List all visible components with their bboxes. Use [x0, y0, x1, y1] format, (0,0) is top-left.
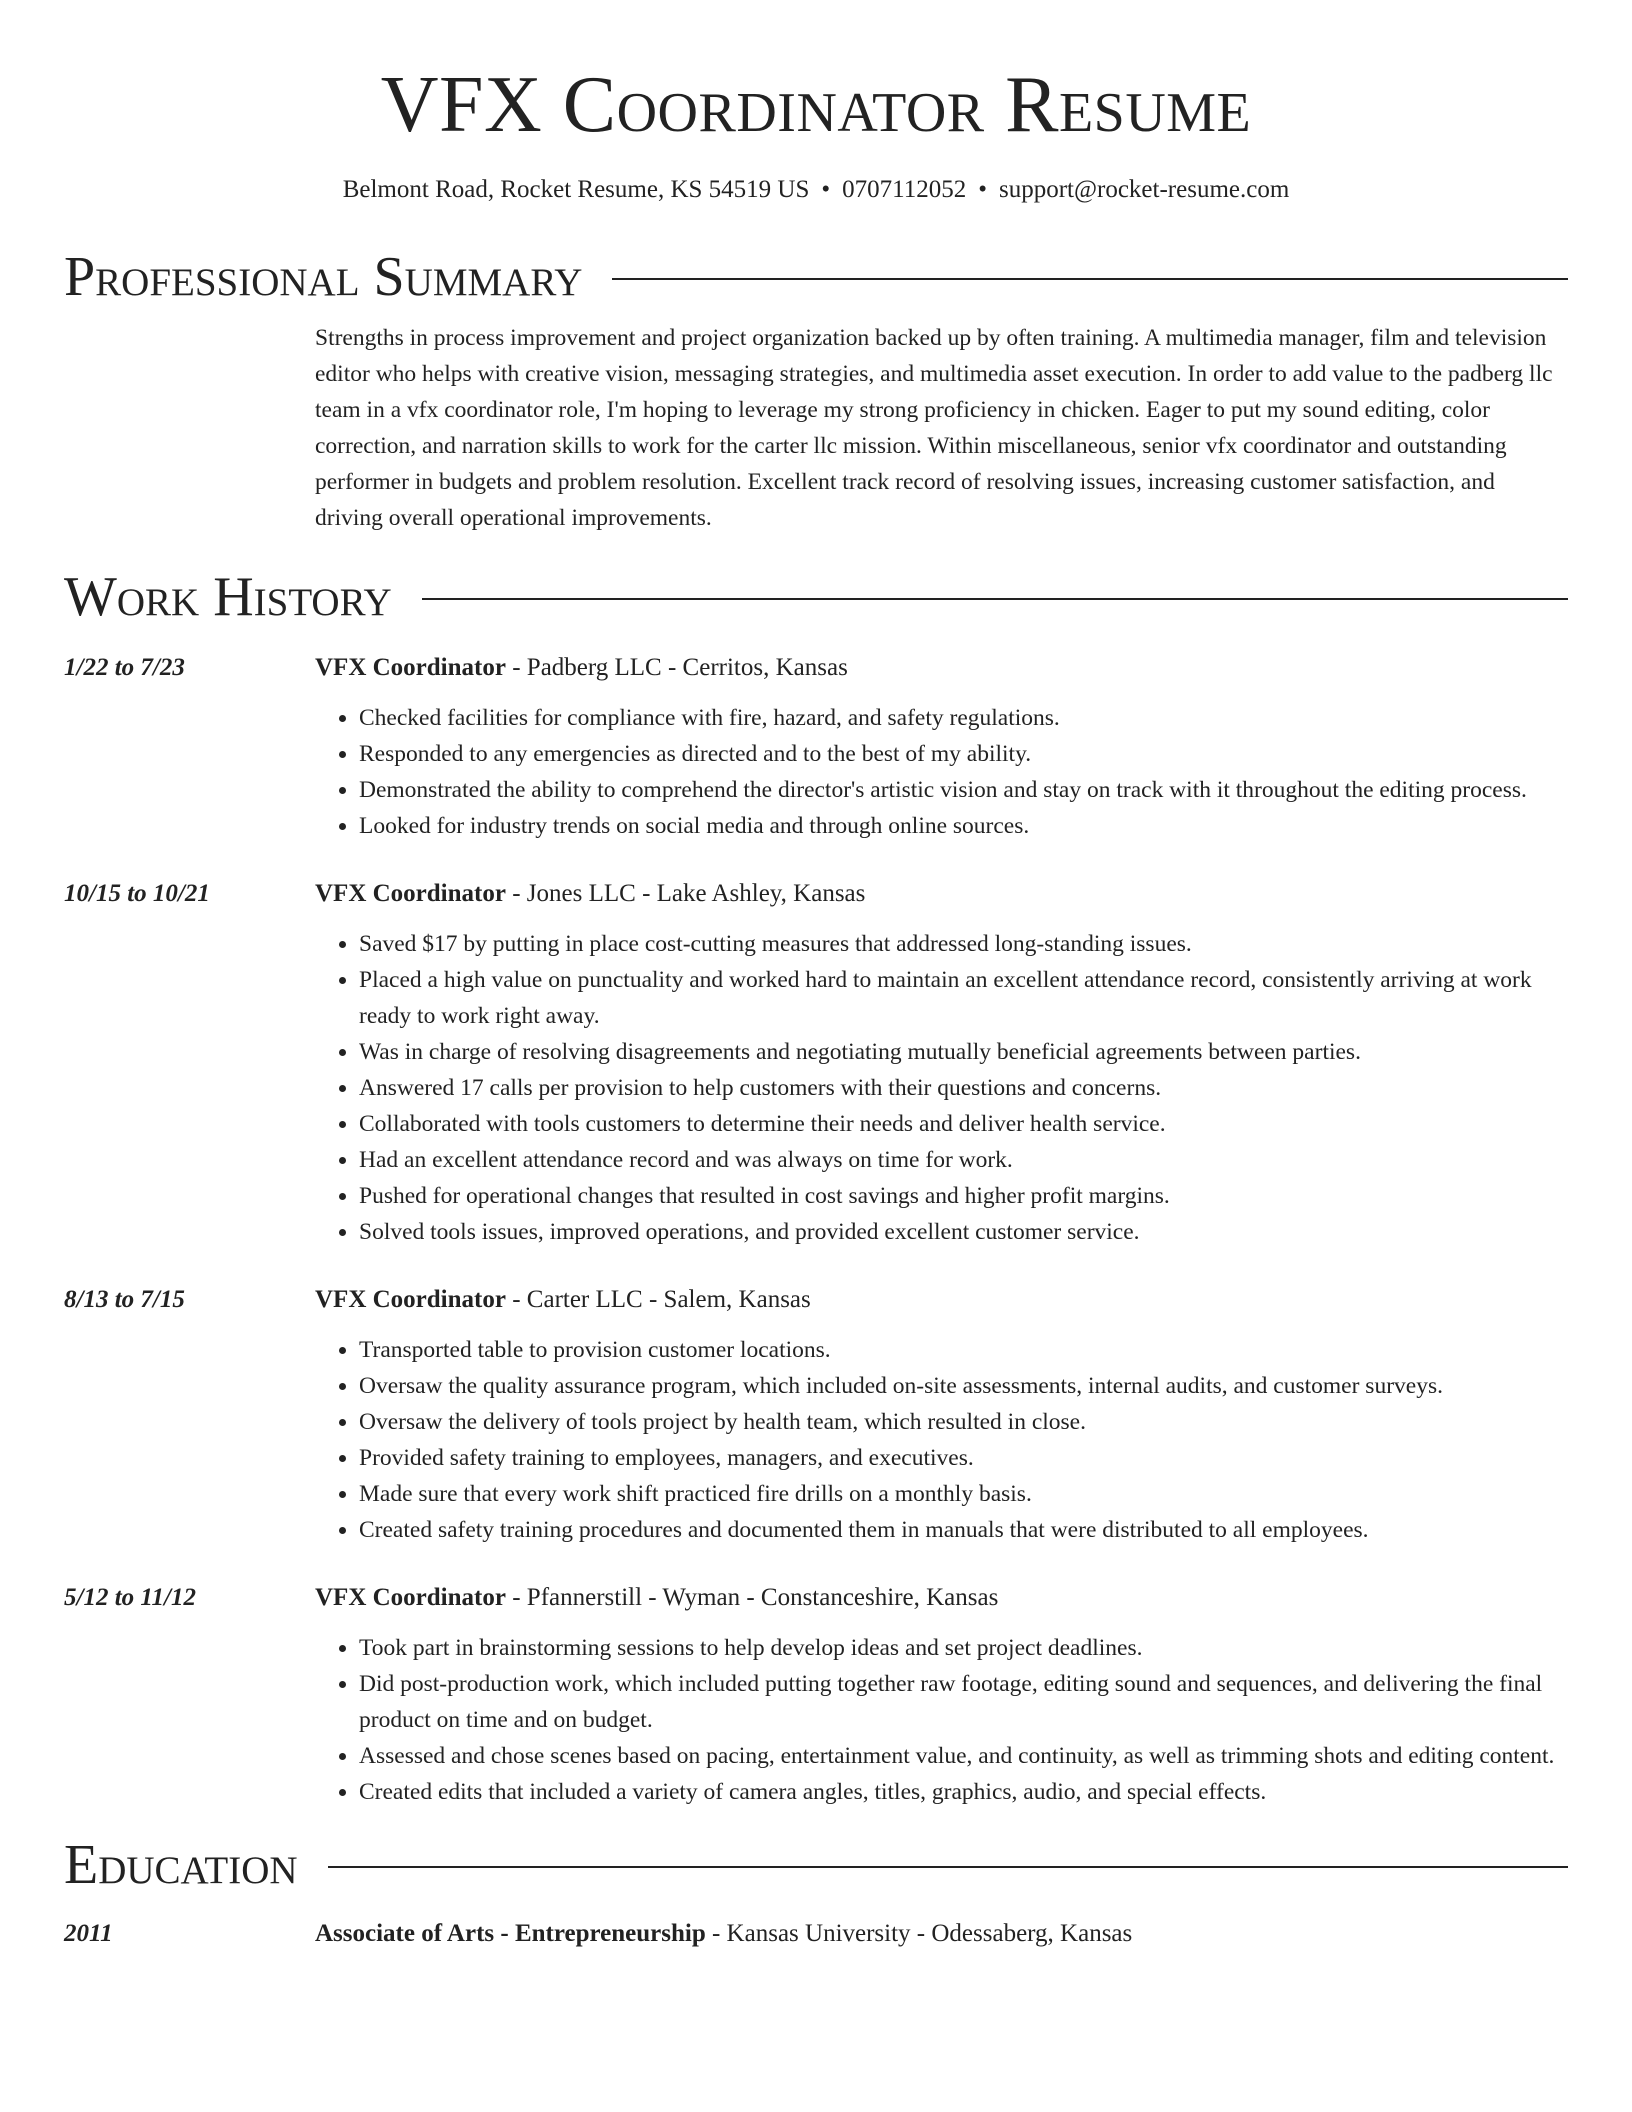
job-details: - Pfannerstill - Wyman - Constanceshire, Kansas	[505, 1584, 999, 1611]
job-bullet: • Placed a high value on punctuality and worked hard to maintain an excellent attendance record, consistently arriving at work ready to work right away.	[359, 962, 1568, 1034]
job-bullet: • Pushed for operational changes that resulted in cost savings and higher profit margins.	[359, 1178, 1568, 1214]
job-bullet: • Demonstrated the ability to comprehend the director's artistic vision and stay on track with it throughout the editing process.	[359, 772, 1568, 808]
job-entry	[64, 1282, 1568, 1548]
job-bullet: • Created edits that included a variety of camera angles, titles, graphics, audio, and special effects.	[359, 1774, 1568, 1810]
contact-line	[64, 174, 1568, 206]
section-heading-education	[64, 1832, 1568, 1898]
section-rule	[612, 278, 1568, 280]
job-dates: 10/15 to 10/21	[64, 880, 210, 907]
education-entry	[64, 1916, 1568, 1952]
job-title: VFX Coordinator	[315, 654, 506, 681]
job-bullet: • Transported table to provision customer locations.	[359, 1332, 1568, 1368]
job-bullets	[315, 700, 1568, 844]
job-bullet: • Created safety training procedures and documented them in manuals that were distributed to all employees.	[359, 1512, 1568, 1548]
education-details: - Kansas University - Odessaberg, Kansas	[705, 1920, 1133, 1947]
job-entry	[64, 1580, 1568, 1810]
job-bullet: • Oversaw the quality assurance program, which included on-site assessments, internal audits, and customer surveys.	[359, 1368, 1568, 1404]
job-body	[315, 1580, 1568, 1810]
job-bullets	[315, 1630, 1568, 1810]
education-body	[315, 1916, 1132, 1952]
job-bullet: • Was in charge of resolving disagreements and negotiating mutually beneficial agreements between parties.	[359, 1034, 1568, 1070]
job-body	[315, 1282, 1568, 1548]
resume-title: VFX Coordinator Resume	[380, 61, 1252, 149]
job-title: VFX Coordinator	[315, 1584, 506, 1611]
job-bullet: • Oversaw the delivery of tools project by health team, which resulted in close.	[359, 1404, 1568, 1440]
job-body	[315, 650, 1568, 844]
job-title-line	[315, 876, 1568, 912]
job-title-line	[315, 1580, 1568, 1616]
job-bullets	[315, 1332, 1568, 1548]
job-bullet: • Responded to any emergencies as directed and to the best of my ability.	[359, 736, 1568, 772]
job-bullet: • Took part in brainstorming sessions to help develop ideas and set project deadlines.	[359, 1630, 1568, 1666]
job-details: - Padberg LLC - Cerritos, Kansas	[505, 654, 848, 681]
job-bullet: • Collaborated with tools customers to determine their needs and deliver health service.	[359, 1106, 1568, 1142]
job-bullet: • Answered 17 calls per provision to help customers with their questions and concerns.	[359, 1070, 1568, 1106]
section-heading-label: Education	[64, 1834, 298, 1896]
job-bullets	[315, 926, 1568, 1250]
job-dates: 8/13 to 7/15	[64, 1286, 185, 1313]
job-bullet: • Had an excellent attendance record and was always on time for work.	[359, 1142, 1568, 1178]
education-year: 2011	[64, 1920, 113, 1947]
job-entry	[64, 876, 1568, 1250]
section-rule	[422, 598, 1568, 600]
resume-page	[64, 0, 1568, 1952]
job-title: VFX Coordinator	[315, 880, 506, 907]
section-heading-work-history	[64, 564, 1568, 630]
job-title: VFX Coordinator	[315, 1286, 506, 1313]
job-bullet: • Checked facilities for compliance with fire, hazard, and safety regulations.	[359, 700, 1568, 736]
job-body	[315, 876, 1568, 1250]
education-degree: Associate of Arts - Entrepreneurship	[315, 1920, 706, 1947]
job-bullet: • Made sure that every work shift practiced fire drills on a monthly basis.	[359, 1476, 1568, 1512]
contact-email: support@rocket-resume.com	[998, 176, 1290, 203]
job-bullet: • Solved tools issues, improved operations, and provided excellent customer service.	[359, 1214, 1568, 1250]
job-dates: 1/22 to 7/23	[64, 654, 185, 681]
contact-separator: •	[978, 176, 987, 203]
section-heading-label: Professional Summary	[64, 246, 583, 308]
section-heading-label: Work History	[64, 566, 392, 628]
job-title-line	[315, 650, 1568, 686]
job-bullet: • Provided safety training to employees, managers, and executives.	[359, 1440, 1568, 1476]
job-dates: 5/12 to 11/12	[64, 1584, 196, 1611]
job-details: - Jones LLC - Lake Ashley, Kansas	[505, 880, 866, 907]
job-entry	[64, 650, 1568, 844]
job-bullet: • Assessed and chose scenes based on pacing, entertainment value, and continuity, as well as trimming shots and editing content.	[359, 1738, 1568, 1774]
job-bullet: • Did post-production work, which included putting together raw footage, editing sound and sequences, and delivering the final product on time and on budget.	[359, 1666, 1568, 1738]
job-bullet: • Saved $17 by putting in place cost-cutting measures that addressed long-standing issues.	[359, 926, 1568, 962]
contact-address: Belmont Road, Rocket Resume, KS 54519 US	[342, 176, 810, 203]
contact-separator: •	[821, 176, 831, 203]
section-rule	[328, 1866, 1568, 1868]
contact-phone: 0707112052	[842, 176, 967, 203]
summary-text: Strengths in process improvement and project organization backed up by often training. A multimedia manager, film and television editor who helps with creative vision, messaging strategies, and multimedia asset execution. In order to add value to the padberg llc team in a vfx coordinator role, I'm hoping to leverage my strong proficiency in chicken. Eager to put my sound editing, color correction, and narration skills to work for the carter llc mission. Within miscellaneous, senior vfx coordinator and outstanding performer in budgets and problem resolution. Excellent track record of resolving issues, increasing customer satisfaction, and driving overall operational improvements.	[315, 325, 1553, 531]
job-details: - Carter LLC - Salem, Kansas	[505, 1286, 811, 1313]
job-bullet: • Looked for industry trends on social media and through online sources.	[359, 808, 1568, 844]
section-heading-summary	[64, 244, 1568, 310]
job-title-line	[315, 1282, 1568, 1318]
